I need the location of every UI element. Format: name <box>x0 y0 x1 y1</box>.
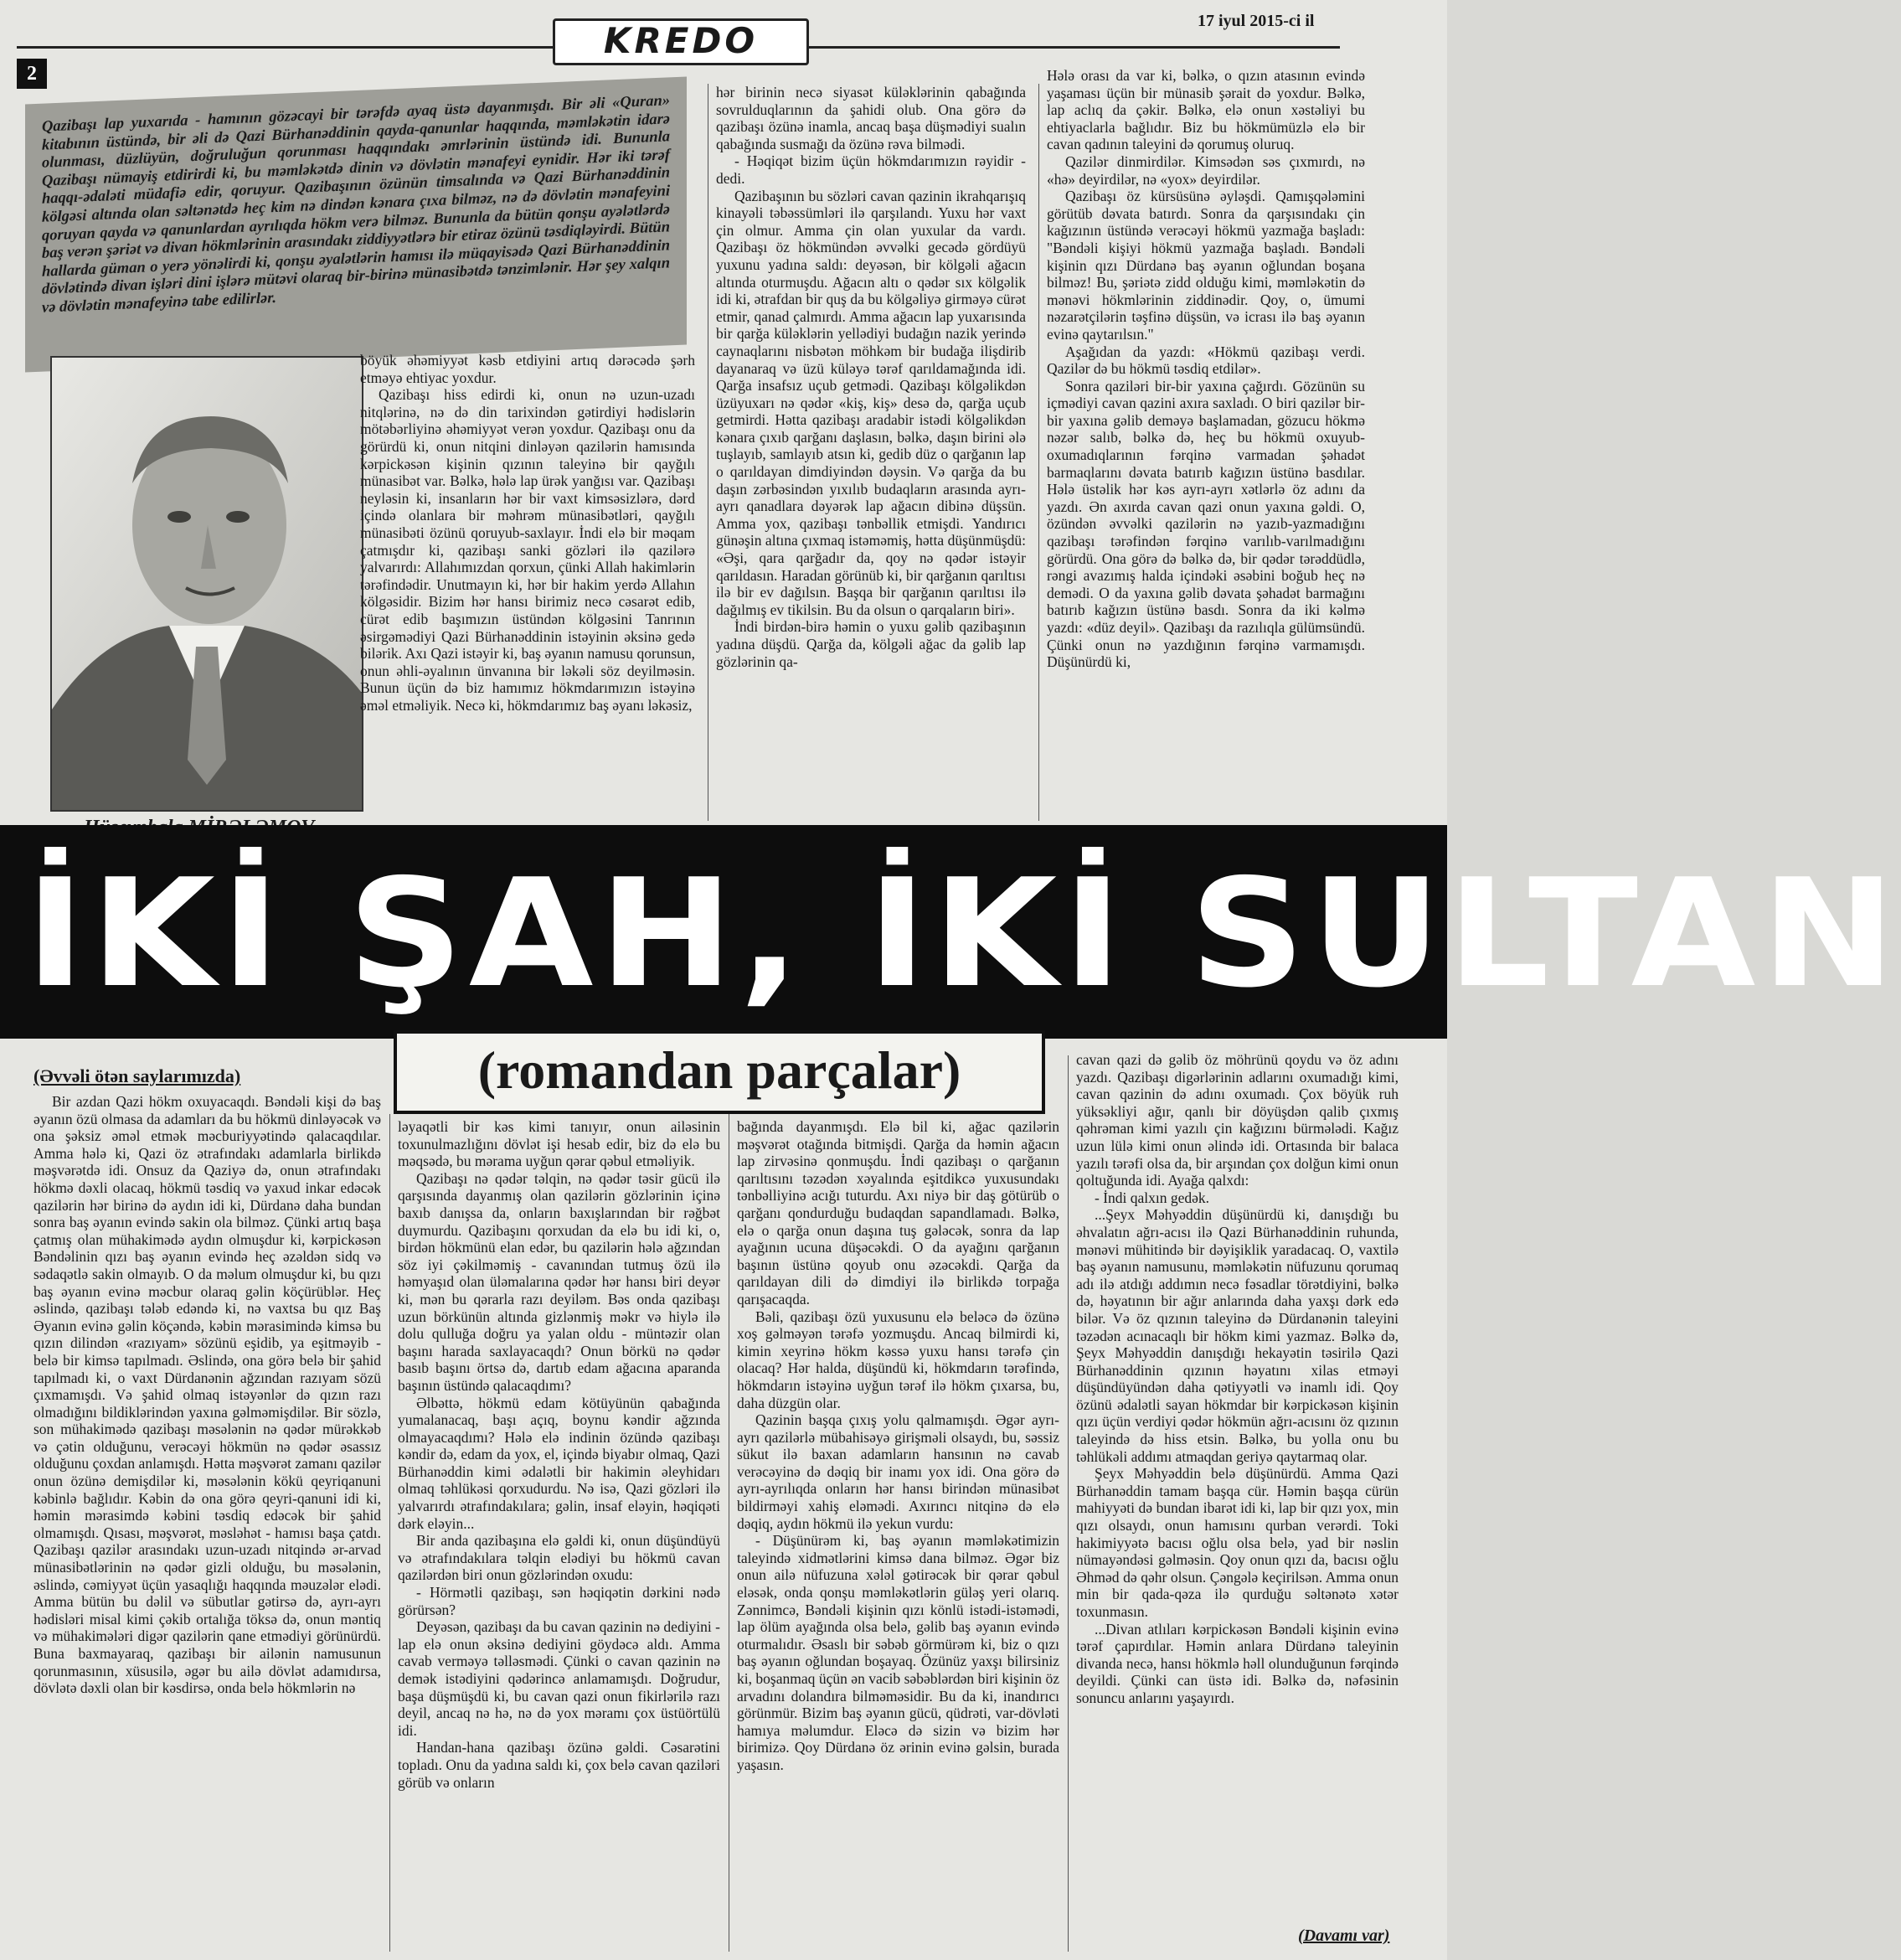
paragraph: Bir azdan Qazi hökm oxuyacaqdı. Bəndəli kişi də baş əyanın özü olmasa da adamları da bu hökmü dinləyəcək və ona şəksiz əməl etmək məcburiyyətində qalacaqdılar. Amma hələ ki, Qazi öz ətrafındakı adamlarla birlikdə məşvərətdə idi. Onsuz da Qaziyə də, onun ətrafındakı hökmə dəxli olacaq, hökmü təsdiq və yaxud inkar edəcək qazilərin hər birinə də aydın idi ki, Dürdanə daha bundan sonra baş əyanın evində sakin ola bilməz. Çünki artıq başa çatmış olan mühakimədə aydın olmuşdur ki, kərpickəsən Bəndəlinin qızı baş əyanın evində heç əzəldən sidq və sədaqətlə sakin olmayıb. O da məlum olmuşdur ki, bu qızı baş əyanın evinə məcbur olaraq gəlin köçürüblər. Heç əslində, qazibaşı tələb edəndə ki, nə vaxtsa bu qız Baş Əyanın evinə gəlin köçəndə, kəbin mərasimində kimsə bu qızın dilindən «razıyam» sözünü eşidib, ya eşitməyib - belə bir kimsə tapılmadı. Əslində, ona görə belə bir şahid tapılmadı ki, o vaxt Dürdanənin ağzından razıyam sözü çıxmamışdı. Və şahid olmaq istəyənlər də qızın razı olmadığını bildiklərindən yaxına gəlməmişdilər. Bir sözlə, son mühakimədə qazibaşı məsələnin nə qədər mürəkkəb və çətin olduğunu, verəcəyi hökmün nə qədər əsassız olduğunu çoxdan anlamışdı. Hətta məşvərət zamanı qazilər onun özünə demişdilər ki, məsələnin kökü qeyriqanuni kəbinlə bağlıdır. Kəbin də ona görə qeyri-qanuni idi ki, həmin mərasimdə kəbini təsdiq edəcək bir şahid olmamışdı. Qısası, məşvərət, məsləhət - hamısı başa çatdı. Qazibaşı qazilər arasındakı uzun-uzadı nitqində ər-arvad münasibətlərinin nə qədər gizli olduğu, bu məsələnin, əslində, cəmiyyət üçün yasaqlığı haqqında məuzələr elədi. Amma bütün bu dəlil və sübutlar gətirsə də, ayrı-ayrı hədisləri misal kimi çəkib ortalığa töksə də, onun məntiq və mühakimələri digər qazilərin qane etmədiyi görünürdü. Buna baxmayaraq, qazibaşı bir ailənin namusunun qorunmasının, xüsusilə, əgər bu ailə dövlət adamıdırsa, dövlətə dəxli olan bir kəsdirsə, onda belə hökmlərin nə <box>33 1093 381 1697</box>
article-headline: İKİ ŞAH, İKİ SULTAN <box>25 847 1901 1020</box>
column-divider <box>1068 1055 1069 1952</box>
bottom-column-2 <box>398 1118 720 1956</box>
paragraph: Handan-hana qazibaşı özünə gəldi. Cəsarətini topladı. Onu da yadına saldı ki, çox belə cavan qaziləri görüb və onların <box>398 1739 720 1791</box>
paragraph: Aşağıdan da yazdı: «Hökmü qazibaşı verdi. Qazilər də bu hökmü təsdiq etdilər». <box>1047 343 1365 378</box>
column-divider <box>1038 84 1039 821</box>
paragraph: cavan qazi də gəlib öz möhrünü qoydu və öz adını yazdı. Qazibaşı digərlərinin adlarını oxumadığı kimi, cavan qazinin də adını oxumadı. Çox böyük ruh yüksəkliyi ağır, qanlı bir döyüşdən qalib çıxmış qəhrəman kimi yazılı çin kağızını bürmələdi. Kağız uzun lülə kimi onun əlində idi. Ortasında bir balaca yazılı tərəfi olsa da, bir arşından çox dolğun kimi onun qoltuğunda idi. Ayağa qalxdı: <box>1076 1051 1399 1189</box>
paragraph: böyük əhəmiyyət kəsb etdiyini artıq dərəcədə şərh etməyə ehtiyac yoxdur. <box>360 352 695 386</box>
paragraph: Qazibaşı hiss edirdi ki, onun nə uzun-uzadı nitqlərinə, nə də din tarixindən gətirdiyi hədislərin mötəbərliyinə əhəmiyyət verən yoxdur. Qazibaşı onu da görürdü ki, onun nitqini dinləyən qazilərin hamısında kərpickəsən kişinin qızının taleyinə bir qayğılı münasibət var. Bəlkə, hələ lap ürək yanğısı var. Qazibaşı neyləsin ki, insanların hər bir vaxt kimsəsizlərə, dərd içində olanlara bir məhrəm münasibətləri, qayğılı münasibəti özünü qoruyub-saxlayır. İndi elə bir məqam çatmışdır ki, qazibaşı sanki gözləri ilə qazilərə yalvarırdı: Allahımızdan qorxun, çünki Allah hakimlərin tərəfindədir. Unutmayın ki, hər bir hakim yerdə Allahın kölgəsidir. Bizim hər hansı birimiz necə cəsarət edib, cürət edib başımızın üstündən kölgəsini Tanrının əsirgəmədiyi Qazi Bürhanəddinin istəyinin əksinə gedə bilərik. Axı Qazi istəyir ki, baş əyanın namusu qorunsun, onun əhli-əyalının ünvanına bir ləkəli söz deyilməsin. Bunun üçün də biz hamımız hökmdarımızın istəyinə əməl etməliyik. Necə ki, hökmdarımız baş əyanı ləkəsiz, <box>360 386 695 714</box>
paragraph: Qazibaşı nə qədər təlqin, nə qədər təsir gücü ilə qarşısında dayanmış olan qazilərin gözlərinin içinə baxıb danışsa da, onların baxışlarından bir rəğbət duymurdu. Qazibaşını qorxudan da elə bu idi ki, o, birdən hökmünü elan edər, bu qazilərin hələ ağzından söz iyi çəkilməmiş - cavanından tutmuş özü ilə həmyaşıd olan üləmalarına qədər hər hansı biri deyər ki, mən bu qərarla razı deyiləm. Bəs onda qazibaşı uzun börkünün altında gizlənmiş məkr və hiylə ilə dolu qulluğa doğru ya yalan oldu - müntəzir olan başını harada saxlayacaqdı? Onun börkü nə qədər basıb başını örtsə də, dartıb edam ağacına aparanda başının üstündə qalacaqdımı? <box>398 1169 720 1394</box>
intro-lead: Qazibaşı lap yuxarıda - hamının gözəcayi bir tərəfdə ayaq üstə dayanmışdı. Bir əli «Quran» kitabının üstündə, bir əli də Qazi Bürhanəddinin qayda-qanunlar haqqında, məmləkətin idarə olunması, düzlüyün, doğruluğun qorunması haqqındakı əmrlərinin üstündə idi. Bununla Qazibaşı nümayiş etdirirdi ki, bu məmləkətdə dinin və dövlətin mənafeyi eynidir. Hər iki tərəf haqqı-ədaləti müdafiə edir, qoruyur. Qazibaşının özünün timsalında və Qazi Bürhanəddinin kölgəsi altında olan səltənətdə heç kim nə dindən kənara çıxa bilməz, nə də dövlətin mənafeyini qoruyan qayda və qanunlardan ayrılıqda hökm verə bilməz. Bununla da bütün qonşu ayələtlərdə baş verən şəriət və divan hökmlərinin arasındakı ziddiyyətlərə bir etiraz özünü təsdiqləyirdi. Bütün hallarda güman o yerə yönəlirdi ki, qonşu əyalətlərin hamısı ilə müqayisədə Qazi Bürhanəddinin dövlətində divan işləri dini işlərə mütəvi olaraq bir-birinə münasibətdə tənzimlənir. Hər şey xalqın və dövlətin mənafeyinə tabe edilirlər. <box>25 76 687 372</box>
paragraph: Sonra qaziləri bir-bir yaxına çağırdı. Gözünün su içmədiyi cavan qazini axıra saxladı. O biri qazilər bir-bir yaxına gəlib deməyə başlamadan, gözucu hökmə nəzər salıb, bəlkə də, heç bu hökmü oxuyub-oxumadıqlarının fərqinə varmadan şəhadət barmaqlarını dəvata batırıb kağızın üstünə basdılar. Hələ üstəlik hər kəs ayrı-ayrı xətlərlə öz adını da yazdı. Ən axırda cavan qazi onun yaxına gəldi. O, özündən əvvəlki qazilərin nə yazıb-yazmadığını qazibaşı tərəfindən fərqinə varılıb-varılmadığını görürdü. Ona görə də bəlkə də, bir qədər tərəddüdlə, rəngi avazımış halda içindəki əsəbini boğub heç nə demədi. O da yaxına gəlib dəvata şəhadət barmağını batırıb kağızın üstünə basdı. Sonra da iki kəlmə yazdı: «düz deyil». Qazibaşı da razılıqla gülümsündü. Çünki onun nə yazdığının fərqinə varmamışdı. Düşünürdü ki, <box>1047 377 1365 671</box>
page-number: 2 <box>17 59 47 89</box>
paragraph: Deyəsən, qazibaşı da bu cavan qazinin nə dediyini - lap elə onun əksinə dediyini göydəcə aldı. Amma cavab verməyə təlləsmədi. Çünki o cavan qazinin nə demək istədiyini qədərincə anlamamışdı. Doğrudur, başa düşmüşdü ki, bu cavan qazi onun fikirlərilə razı deyil, ancaq nə hə, nə də yox məramı çox üstüörtülü idi. <box>398 1618 720 1739</box>
paragraph: hər birinin necə siyasət küləklərinin qabağında sovrulduqlarının da şahidi olub. Ona görə də qazibaşı özünə inamla, ancaq başa düşmədiyi sualın qabağında susmağı da özünə rəva bilmədi. <box>716 84 1026 152</box>
paragraph: Qazilər dinmirdilər. Kimsədən səs çıxmırdı, nə «hə» deyirdilər, nə «yox» deyirdilər. <box>1047 152 1365 188</box>
previous-issue-note: (Əvvəli ötən saylarımızda) <box>33 1065 241 1086</box>
top-column-3 <box>1047 67 1365 821</box>
paragraph: ləyaqətli bir kəs kimi tanıyır, onun ailəsinin toxunulmazlığını dövlət işi hesab edir, biz də elə bu məqsədə, bu mərama uyğun qərar qəbul etməliyik. <box>398 1118 720 1170</box>
column-divider <box>389 1114 390 1952</box>
paragraph: - Düşünürəm ki, baş əyanın məmləkətimizin taleyində xidmətlərini kimsə dana bilməz. Əgər biz onun ailə nüfuzuna xələl gətirəcək bir qərar qəbul eləsək, onda qonşu məmləkətlərin güləş yeri olarıq. Zənnimcə, Bəndəli kişinin qızı könlü istədi-istəmədi, lap ölüm ayağında olsa belə, gəlib baş əyanın evində oturmalıdır. Əsaslı bir səbəb görmürəm ki, biz o qızı baş əyanın oğlundan boşayaq. Özünüz yaxşı bilirsiniz ki, boşanmaq üçün ən vacib səbəblərdən biri kişinin öz arvadını dolandıra bilməməsidir. Bu da ki, inandırıcı görünmür. Bizim baş əyanın gücü, qüdrəti, var-dövləti hamıya məlumdur. Eləcə də sizin və bizim hər birimizə. Qoy Dürdanə öz ərinin evinə gəlsin, burada yaşasın. <box>737 1532 1059 1773</box>
paragraph: - İndi qalxın gedək. <box>1095 1189 1210 1206</box>
bottom-column-4 <box>1076 1051 1399 1922</box>
paragraph: ...Divan atlıları kərpickəsən Bəndəli kişinin evinə tərəf çapırdılar. Həmin anlara Dürdanə taleyinin divanda necə, hansı hökmlə həll olunduğunun fərqində deyildi. Çünki can üstə idi. Bəlkə də, nəfəsinin sonuncu anlarını yaşayırdı. <box>1076 1620 1399 1706</box>
paragraph: Şeyx Məhyəddin belə düşünürdü. Amma Qazi Bürhanəddin tamam başqa cür. Həmin başqa cürün mahiyyəti də bundan ibarət idi ki, lap bir qızı yox, min qızı olsaydı, onun hamısını qurban verərdi. Toki hakimiyyətə bacısı oğlu olsa belə, yad bir nəslin nümayəndəsi gəlməsin. Qoy onun qızı da, bacısı oğlu Əhməd də qəhr olsun. Çəngələ keçirilsən. Amma onun min bir qada-qəza ilə qurduğu səltənətə xətər toxunmasın. <box>1076 1465 1399 1620</box>
paragraph: Qazibaşı öz kürsüsünə əyləşdi. Qamışqələmini görütüb dəvata batırdı. Sonra da qarşısındakı çin kağızının üstündə verəcəyi hökmü yazmağa başladı: "Bəndəli kişiyi hökmü yazmağa başladı. Bəndəli kişinin qızı Dürdanə baş əyanın oğlundan boşana bilməz! Bu, şəriətə zidd olduğu kimi, məmləkətin də mənəvi hökmlərinin ziddinədir. Qoy, o, ümumi nəzarətçilərin təşfinə düşsün, və icrası ilə baş əyanın evinə qaytarılsın." <box>1047 188 1365 343</box>
paragraph: ...Şeyx Məhyəddin düşünürdü ki, danışdığı bu əhvalatın ağrı-acısı ilə Qazi Bürhanəddinin ruhunda, mənəvi mühitində bir dəyişiklik yaradacaq. O, vaxtilə baş əyanın namusunu, məmləkətin nüfuzunu qorumaq adı ilə atdığı addımın necə fəsadlar törətdiyini, bəlkə də, həyatının bir ağır anlarında daha yaxşı dərk edə bilər. Və öz qızının taleyinə də Dürdanənin taleyini təzədən acınacaqlı bir hökm kimi yazmaz. Bəlkə də, Şeyx Məhyəddin danışdığı hekayətin təsirilə Qazi Bürhanəddinin qızının həyatını xilas etməyi düşündüyündən daha qətiyyətli və inamlı idi. Qoy özünü ədalətli sayan hökmdar bir kərpickəsən kişinin qızı üçün verdiyi qədər hökmün ağrı-acısını öz qızının taleyində də hiss etsin. Bəlkə, bu yolla onu bu təhlükəli addımı atmaqdan geriyə qaytarmaq olar. <box>1076 1206 1399 1465</box>
author-portrait-image <box>52 358 362 810</box>
paragraph: bağında dayanmışdı. Elə bil ki, ağac qazilərin məşvərət otağında bitmişdi. Qarğa da həmin ağacın lap zirvəsinə qonmuşdu. İndi qazibaşı o qarğanın qarıltısını təzədən xəyalında eşitdikcə yuxusundakı tənbəlliyinə acığı tuturdu. Axı niyə bir daş götürüb o qarğanı qondurduğu budaqdan sapandlamadı. Bəlkə, elə o qarğa onun daşına tuş gələcək, sonra da lap ayağının ucuna düşəcəkdi. O da ayağını qarğanın başının üstünə qoyub onu əzəcəkdi. Qarğa da qarıldayan dili də dimdiyi ilə birlikdə torpağa qarışacaqda. <box>737 1118 1059 1308</box>
paragraph: - Həqiqət bizim üçün hökmdarımızın rəyidir - dedi. <box>716 152 1026 187</box>
paragraph: - Hörmətli qazibaşı, sən həqiqətin dərkini nədə görürsən? <box>398 1584 720 1618</box>
top-column-1 <box>360 352 695 821</box>
paragraph: Bəli, qazibaşı özü yuxusunu elə beləcə də özünə xoş gəlməyən tərəfə yozmuşdu. Ancaq bilmirdi ki, kimin xeyrinə hökm kəssə yuxu hansı tərəfə çin olacaq? Hər halda, düşündü ki, hökmdarın tərəfində, hökmdarın istəyinə uyğun tərəf ilə hökm çıxarsa, bu, daha düzgün olar. <box>737 1308 1059 1411</box>
paragraph: Əlbəttə, hökmü edam kötüyünün qabağında yumalanacaq, başı açıq, boynu kəndir ağzında olmayacaqdımı? Hələ elə indinin özündə qazibaşı kəndir də, edam da yox, el, içində biyabır olmaq, Qazi Bürhanəddin kimi ədalətli bir hakimin əleyhidarı olmaq təhlükəsi qorxudurdu. Nə isə, Qazi gözləri ilə yalvarırdı ətrafındakılara; gəlin, insaf eləyin, həqiqəti dərk eləyin... <box>398 1394 720 1532</box>
author-photo <box>50 356 363 812</box>
paragraph: Qazibaşının bu sözləri cavan qazinin ikrahqarışıq kinayəli təbəssümləri ilə qarşılandı. Yuxu hər vaxt çin olmur. Amma çin olan yuxular da vardı. Qazibaşı öz hökmündən əvvəlki gecədə gördüyü yuxunu yadına saldı: deyəsən, bir kölgəli ağacın altında oturmuşdu. Ağacın altı o qədər sıx kölgəlik idi ki, ətrafdan bir quş da bu kölgəliyə girməyə cürət etmir, qanad çalmırdı. Amma ağacın lap yuxarısında bir qarğa küləklərin yellədiyi budağın nazik yerində caynaqlarını nisbətən möhkəm bir budağa ilişdirib dayanaraq və üzü küləyə tərəf qarıldamağında idi. Qarğa insafsız uçub getmədi. Qazibaşı kölgəlikdən üzüyuxarı nə qədər «kiş, kiş» desə də, qarğa uçub getmirdi. Hətta qazibaşı aradabir istədi kölgəlikdən kənara çıxıb qarğanı daşlasın, bəlkə, daşın birini ələ tuşlayıb, samlayıb atsın ki, gedib düz o qarğanın lap o qarıldayan dimdiyindən dəysin. Və qarğa da bu daşın zərbəsindən yıxılıb budaqların arasında ayrı-ayrı qanadlara dəyərək lap ağacın dibinə düşsün. Amma yox, qazibaşı tənbəllik etmişdi. Yandırıcı günəşin altına çıxmaq istəməmiş, hətta düşünmüşdü: «Əşi, qara qarğadır da, qoy nə qədər istəyir qarıldasın. Haradan görünüb ki, bir qarğanın qarıltısı ilə bir ev dağılsın. Başqa bir qarğanın qarıltısı ilə dağılmış ev tikilsin. Bu da olsun o qarqaların biri». <box>716 187 1026 618</box>
paragraph: Bir anda qazibaşına elə gəldi ki, onun düşündüyü və ətrafındakılara təlqin elədiyi bu hökmü cavan qazilərdən biri onun gözlərindən oxudu: <box>398 1532 720 1584</box>
issue-date: 17 iyul 2015-ci il <box>1198 12 1315 30</box>
kredo-logo: KREDO <box>553 18 809 65</box>
continued-note: (Davamı var) <box>1298 1926 1390 1945</box>
article-subtitle: (romandan parçalar) <box>394 1030 1045 1114</box>
bottom-column-3 <box>737 1118 1059 1956</box>
paragraph: Hələ orası da var ki, bəlkə, o qızın atasının evində yaşaması üçün bir münasib şərait də yoxdur. Bəlkə, lap aclıq da çəkir. Bəlkə, elə onun xəstəliyi bu ehtiyaclarla bağlıdır. Biz bu hökmümüzlə elə bir cavan qadının taleyini də qorumuş oluruq. <box>1047 67 1365 153</box>
paragraph: Qazinin başqa çıxış yolu qalmamışdı. Əgər ayrı-ayrı qazilərlə mübahisəyə girişməli olsaydı, bu, səssiz sükut ilə baxan adamların hansının nə cavab verəcəyinə də dəqiq bir inamı yox idi. Ona görə də ayrı-ayrılıqda onların hər hansı birindən münasibət bildirməyi xahiş eləmədi. Axırıncı nitqinə də elə dəqiq, aydın hökmü ilə yekun vurdu: <box>737 1411 1059 1532</box>
top-column-2 <box>716 84 1026 821</box>
bottom-column-1 <box>33 1093 381 1956</box>
paragraph: İndi birdən-birə həmin o yuxu gəlib qazibaşının yadına düşdü. Qarğa da, kölgəli ağac da gəlib lap gözlərinin qa- <box>716 618 1026 670</box>
